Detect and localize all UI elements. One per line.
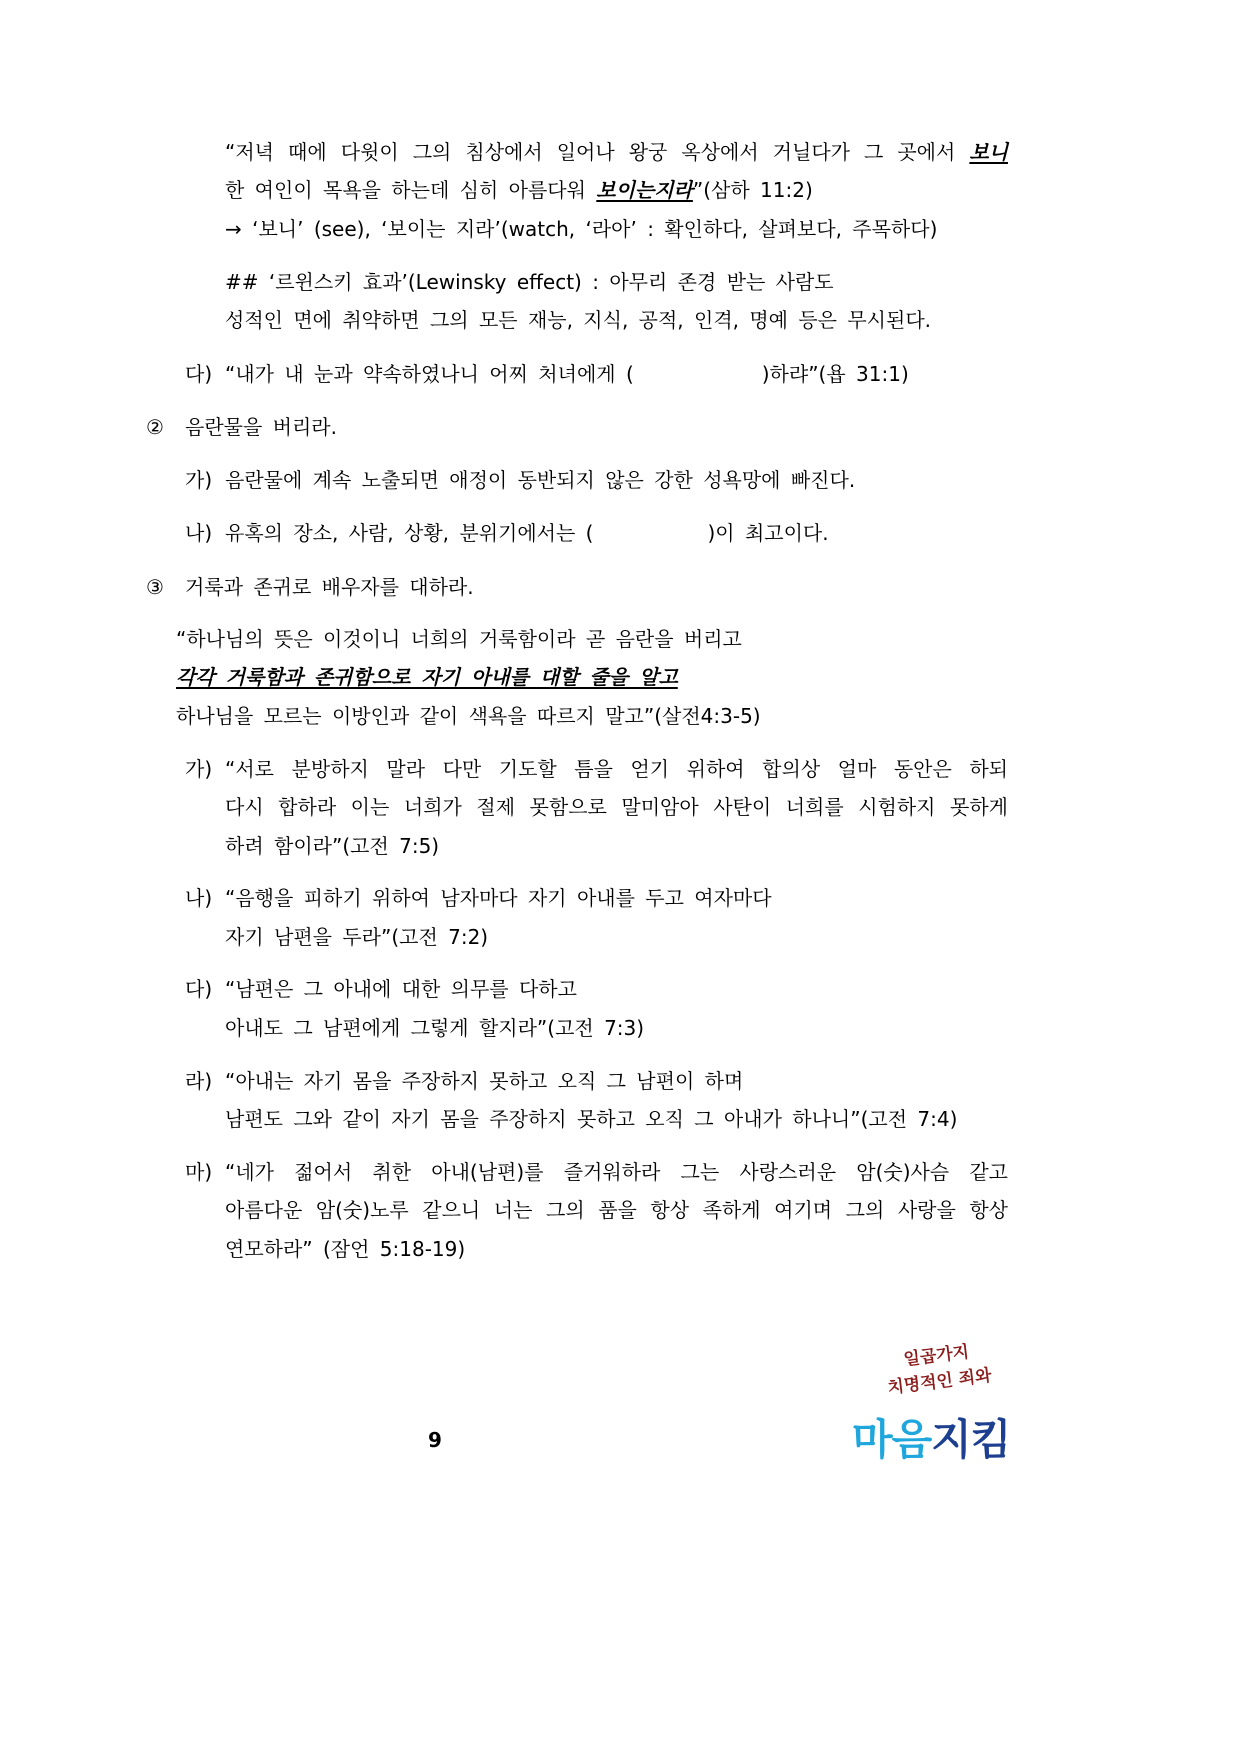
- item-text: [225, 362, 909, 386]
- item-text: “서로 분방하지 말라 다만 기도할 틈을 얻기 위하여 합의상 얼마 동안은 하되: [225, 757, 1008, 781]
- item-text: 음란물에 계속 노출되면 애정이 동반되지 않은 강한 성욕망에 빠진다.: [225, 468, 856, 492]
- item-label: 마): [185, 1160, 213, 1184]
- item-text: “남편은 그 아내에 대한 의무를 다하고: [225, 977, 577, 1001]
- item-text: 남편도 그와 같이 자기 몸을 주장하지 못하고 오직 그 아내가 하나니”(고전 7:4): [225, 1107, 958, 1131]
- logo-name-part: 지킴: [931, 1415, 1011, 1464]
- item-text: 아내도 그 남편에게 그렇게 할지라”(고전 7:3): [225, 1016, 645, 1040]
- scripture-text: “저녁 때에 다윗이 그의 침상에서 일어나 왕궁 옥상에서 거닐다가 그 곳에서: [225, 140, 956, 164]
- logo-tagline: [855, 1333, 1020, 1404]
- scripture-reference: ”(삼하 11:2): [692, 178, 813, 202]
- section-title: 거룩과 존귀로 배우자를 대하라.: [185, 575, 474, 599]
- item-text-before-blank: “내가 내 눈과 약속하였나니 어찌 처녀에게 (: [225, 362, 634, 386]
- item-text: “네가 젊어서 취한 아내(남편)를 즐거워하라 그는 사랑스러운 암(숫)사슴 같고: [225, 1160, 1008, 1184]
- lewinsky-note-line: 성적인 면에 취약하면 그의 모든 재능, 지식, 공적, 인격, 명예 등은 무시된다.: [225, 308, 931, 332]
- page-number: 9: [428, 1428, 442, 1452]
- section-marker: ③: [146, 575, 164, 599]
- fill-in-blank: [634, 380, 762, 381]
- scripture-text: 한 여인이 목욕을 하는데 심히 아름다워: [225, 178, 586, 202]
- item-label: 라): [185, 1069, 213, 1093]
- item-label: 가): [185, 757, 213, 781]
- emphasized-word: 보이는지라: [596, 178, 693, 202]
- item-label: 다): [185, 977, 213, 1001]
- item-text: “아내는 자기 몸을 주장하지 못하고 오직 그 남편이 하며: [225, 1069, 744, 1093]
- item-text: 다시 합하라 이는 너희가 절제 못함으로 말미암아 사탄이 너희를 시험하지 못하게: [225, 795, 1008, 819]
- section-marker: ②: [146, 415, 164, 439]
- section-title: 음란물을 버리라.: [185, 415, 337, 439]
- item-label: 나): [185, 886, 213, 910]
- item-label: 가): [185, 468, 213, 492]
- item-text: 하려 함이라”(고전 7:5): [225, 834, 440, 858]
- logo-tagline-line: 일곱가지: [902, 1342, 971, 1371]
- item-text-after-blank: )이 최고이다.: [707, 521, 829, 545]
- logo-tagline-line: 치명적인 죄와: [886, 1365, 993, 1399]
- word-note: → ‘보니’ (see), ‘보이는 지라’(watch, ‘라아’ : 확인하다, 살펴보다, 주목하다): [225, 217, 938, 241]
- scripture-line: [225, 178, 813, 202]
- item-text-before-blank: 유혹의 장소, 사람, 상황, 분위기에서는 (: [225, 521, 594, 545]
- item-text: 자기 남편을 두라”(고전 7:2): [225, 925, 489, 949]
- scripture-line: “하나님의 뜻은 이것이니 너희의 거룩함이라 곧 음란을 버리고: [176, 627, 742, 651]
- logo: [852, 1414, 1010, 1466]
- fill-in-blank: [593, 539, 707, 540]
- scripture-line: 하나님을 모르는 이방인과 같이 색욕을 따르지 말고”(살전4:3-5): [176, 704, 761, 728]
- item-label: 나): [185, 521, 213, 545]
- item-text-after-blank: )하랴”(욥 31:1): [761, 362, 909, 386]
- item-text: 연모하라” (잠언 5:18-19): [225, 1237, 466, 1261]
- item-text: “음행을 피하기 위하여 남자마다 자기 아내를 두고 여자마다: [225, 886, 772, 910]
- item-label: 다): [185, 362, 213, 386]
- emphasized-word: 보니: [969, 140, 1008, 164]
- item-text: [225, 521, 829, 545]
- lewinsky-note-line: ## ‘르윈스키 효과’(Lewinsky effect) : 아무리 존경 받는 사람도: [225, 270, 834, 294]
- item-text: 아름다운 암(숫)노루 같으니 너는 그의 품을 항상 족하게 여기며 그의 사랑을 항상: [225, 1198, 1008, 1222]
- logo-name-part: 마음: [852, 1415, 932, 1464]
- scripture-line: [225, 140, 1008, 164]
- emphasized-scripture-line: 각각 거룩함과 존귀함으로 자기 아내를 대할 줄을 알고: [176, 665, 678, 689]
